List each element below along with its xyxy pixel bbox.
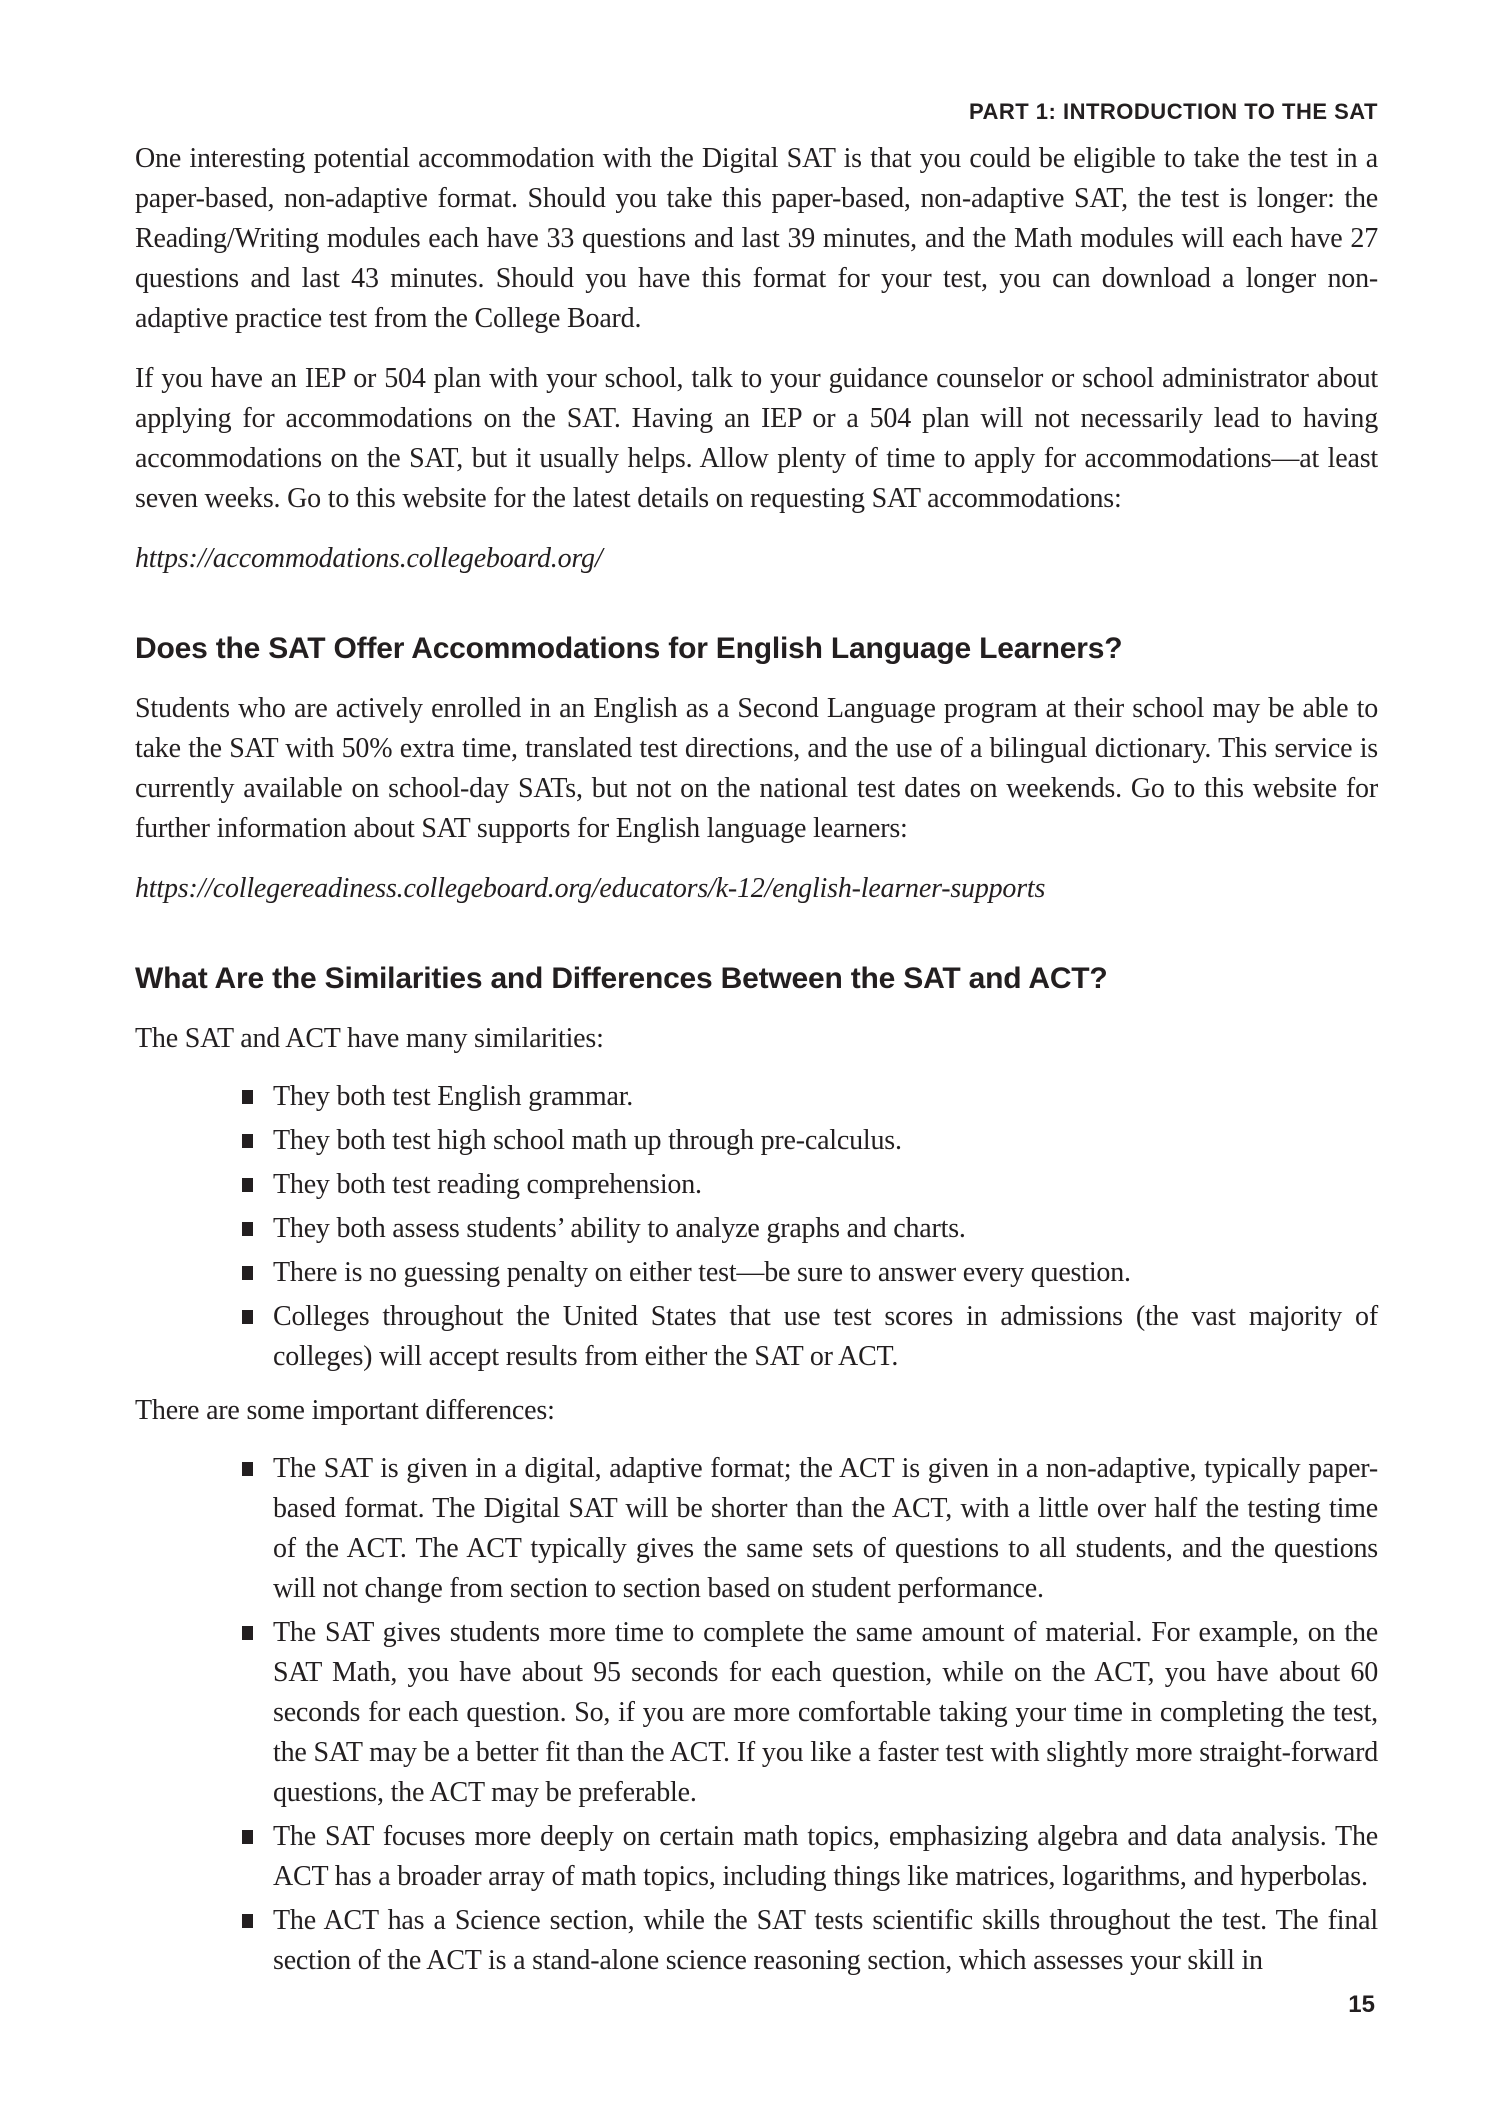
list-item-text: The SAT focuses more deeply on certain math topics, emphasizing algebra and data analysis. The ACT has a broader array of math topics, including things like matrices, logarithms, and hyperbolas. — [273, 1821, 1378, 1892]
paragraph-similarities-intro: The SAT and ACT have many similarities: — [135, 1023, 604, 1054]
list-item-text: The SAT is given in a digital, adaptive format; the ACT is given in a non-adaptive, typically paper-based format. The Digital SAT will be shorter than the ACT, with a little over half the testing time of the ACT. The ACT typically gives the same sets of questions to all students, and the questions will not change from section to section based on student performance. — [273, 1453, 1378, 1604]
page-content — [135, 139, 1378, 1995]
list-item — [242, 1253, 1378, 1293]
paragraph-accommodation-format: One interesting potential accommodation with the Digital SAT is that you could be eligible to take the test in a paper-based, non-adaptive format. Should you take this paper-based, non-adaptive SAT, the test is longer: the Reading/Writing modules each have 33 questions and last 39 minutes, and the Math modules will each have 27 questions and last 43 minutes. Should you have this format for your test, you can download a longer non-adaptive practice test from the College Board. — [135, 143, 1378, 334]
list-item-text: The SAT gives students more time to complete the same amount of material. For example, on the SAT Math, you have about 95 seconds for each question, while on the ACT, you have about 60 seconds for each question. So, if you are more comfortable taking your time in completing the test, the SAT may be a better fit than the ACT. If you like a faster test with slightly more straight-forward questions, the ACT may be preferable. — [273, 1617, 1378, 1808]
heading-ell-accommodations: Does the SAT Offer Accommodations for English Language Learners? — [135, 632, 1123, 665]
paragraph-iep-504: If you have an IEP or 504 plan with your school, talk to your guidance counselor or school administrator about applying for accommodations on the SAT. Having an IEP or a 504 plan will not necessarily lead to having accommodations on the SAT, but it usually helps. Allow plenty of time to apply for accommodations—at least seven weeks. Go to this website for the latest details on requesting SAT accommodations: — [135, 363, 1378, 514]
list-item-text: Colleges throughout the United States that use test scores in admissions (the vast majority of colleges) will accept results from either the SAT or ACT. — [273, 1301, 1378, 1372]
link-english-learner-supports-url[interactable]: https://collegereadiness.collegeboard.org/educators/k-12/english-learner-supports — [135, 873, 1046, 904]
list-item-text: The ACT has a Science section, while the SAT tests scientific skills throughout the test. The final section of the ACT is a stand-alone science reasoning section, which assesses your skill in — [273, 1905, 1378, 1976]
bullet-square-icon — [242, 1178, 253, 1192]
page-number: 15 — [1348, 1991, 1375, 2018]
list-item — [242, 1817, 1378, 1897]
bullet-square-icon — [242, 1626, 253, 1640]
list-item — [242, 1209, 1378, 1249]
bullet-square-icon — [242, 1830, 253, 1844]
list-item — [242, 1165, 1378, 1205]
differences-list — [135, 1449, 1378, 1981]
list-item — [242, 1901, 1378, 1981]
bullet-square-icon — [242, 1310, 253, 1324]
link-accommodations-url[interactable]: https://accommodations.collegeboard.org/ — [135, 543, 603, 574]
list-item — [242, 1121, 1378, 1161]
paragraph-differences-intro: There are some important differences: — [135, 1395, 555, 1426]
bullet-square-icon — [242, 1090, 253, 1104]
bullet-square-icon — [242, 1462, 253, 1476]
list-item-text: They both test English grammar. — [273, 1081, 634, 1112]
bullet-square-icon — [242, 1222, 253, 1236]
bullet-square-icon — [242, 1134, 253, 1148]
list-item — [242, 1077, 1378, 1117]
bullet-square-icon — [242, 1914, 253, 1928]
similarities-list — [135, 1077, 1378, 1377]
running-header: PART 1: INTRODUCTION TO THE SAT — [968, 99, 1378, 124]
paragraph-esl-program: Students who are actively enrolled in an English as a Second Language program at their school may be able to take the SAT with 50% extra time, translated test directions, and the use of a bilingual dictionary. This service is currently available on school-day SATs, but not on the national test dates on weekends. Go to this website for further information about SAT supports for English language learners: — [135, 693, 1378, 844]
list-item — [242, 1297, 1378, 1377]
list-item-text: They both assess students’ ability to analyze graphs and charts. — [273, 1213, 966, 1244]
bullet-square-icon — [242, 1266, 253, 1280]
list-item — [242, 1613, 1378, 1813]
list-item-text: They both test high school math up through pre-calculus. — [273, 1125, 902, 1156]
heading-similarities-differences: What Are the Similarities and Differences Between the SAT and ACT? — [135, 962, 1108, 995]
list-item — [242, 1449, 1378, 1609]
list-item-text: They both test reading comprehension. — [273, 1169, 702, 1200]
list-item-text: There is no guessing penalty on either test—be sure to answer every question. — [273, 1257, 1131, 1288]
